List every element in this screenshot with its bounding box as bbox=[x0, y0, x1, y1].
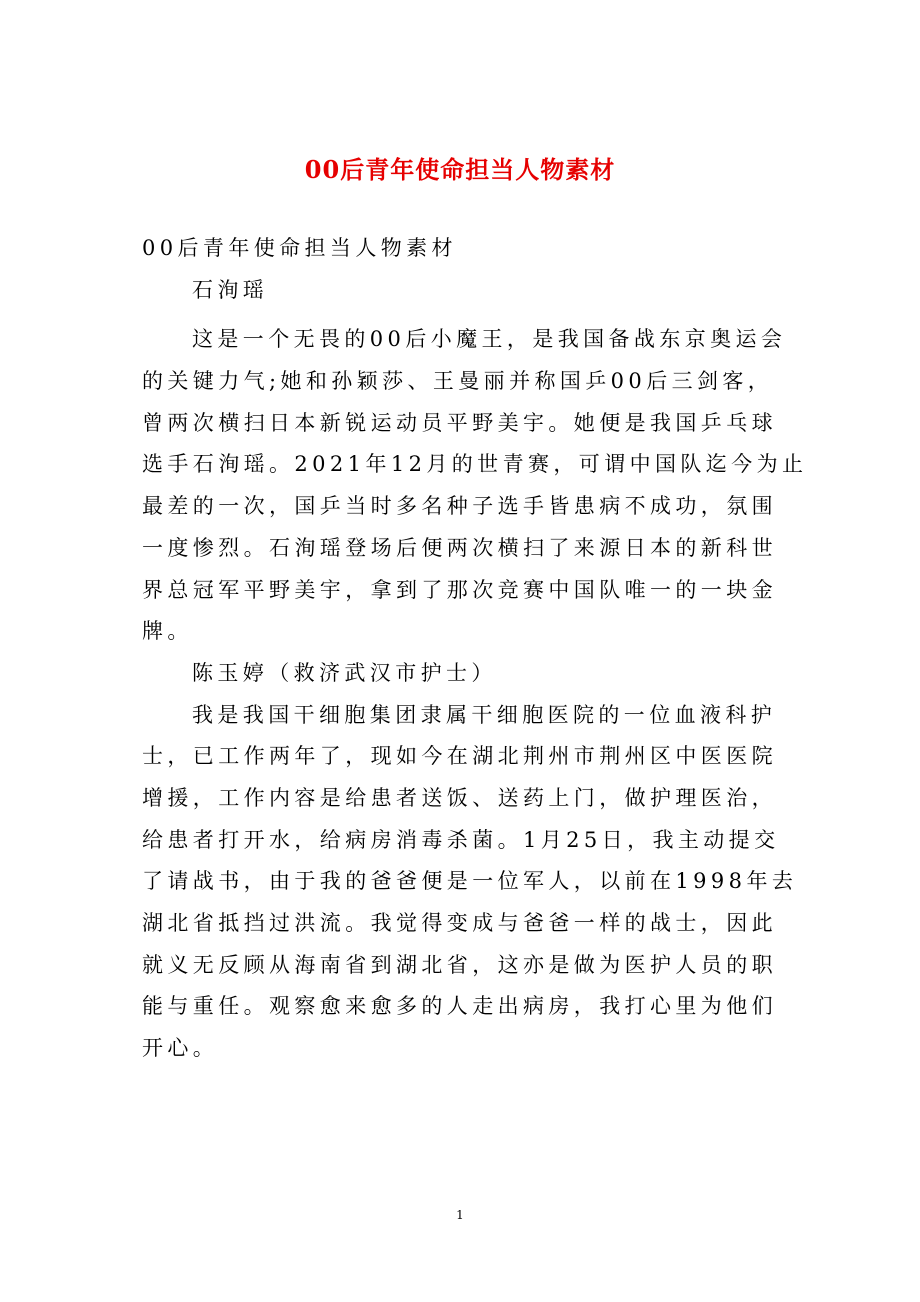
text-line: 就义无反顾从海南省到湖北省，这亦是做为医护人员的职 bbox=[142, 952, 777, 977]
paragraph-chen bbox=[142, 695, 802, 1070]
text-line: 最差的一次，国乒当时多名种子选手皆患病不成功，氛围 bbox=[142, 494, 777, 519]
person-name: 石洵瑶 bbox=[192, 277, 269, 302]
text-line: 曾两次横扫日本新锐运动员平野美宇。她便是我国乒乓球 bbox=[142, 410, 777, 435]
document-body bbox=[142, 228, 808, 1070]
text-line: 给患者打开水，给病房消毒杀菌。1月25日，我主动提交 bbox=[142, 827, 780, 852]
text-line: 一度惨烈。石洵瑶登场后便两次横扫了来源日本的新科世 bbox=[142, 535, 777, 560]
text-line: 士，已工作两年了，现如今在湖北荆州市荆州区中医医院 bbox=[142, 744, 777, 769]
person-name: 陈玉婷（救济武汉市护士） bbox=[192, 660, 497, 685]
paragraph-shi bbox=[142, 319, 808, 653]
text-line: 我是我国干细胞集团隶属干细胞医院的一位血液科护 bbox=[192, 702, 777, 727]
text-line: 牌。 bbox=[142, 619, 193, 644]
text-line: 能与重任。观察愈来愈多的人走出病房，我打心里为他们 bbox=[142, 994, 777, 1019]
text-line: 界总冠军平野美宇，拿到了那次竞赛中国队唯一的一块金 bbox=[142, 577, 777, 602]
text-line: 湖北省抵挡过洪流。我觉得变成与爸爸一样的战士，因此 bbox=[142, 911, 777, 935]
text-line: 这是一个无畏的00后小魔王，是我国备战东京奥运会 bbox=[192, 327, 787, 352]
text-line: 开心。 bbox=[142, 1036, 219, 1061]
subtitle: 00后青年使命担当人物素材 bbox=[142, 236, 457, 260]
text-line: 增援，工作内容是给患者送饭、送药上门，做护理医治， bbox=[142, 785, 777, 810]
text-line: 选手石洵瑶。2021年12月的世青赛，可谓中国队迄今为止 bbox=[142, 452, 808, 477]
text-line: 的关键力气;她和孙颖莎、王曼丽并称国乒00后三剑客， bbox=[142, 369, 774, 394]
text-line: 了请战书，由于我的爸爸便是一位军人，以前在1998年去 bbox=[142, 869, 798, 894]
page-number: 1 bbox=[456, 1208, 464, 1222]
document-title: 00后青年使命担当人物素材 bbox=[304, 155, 616, 184]
